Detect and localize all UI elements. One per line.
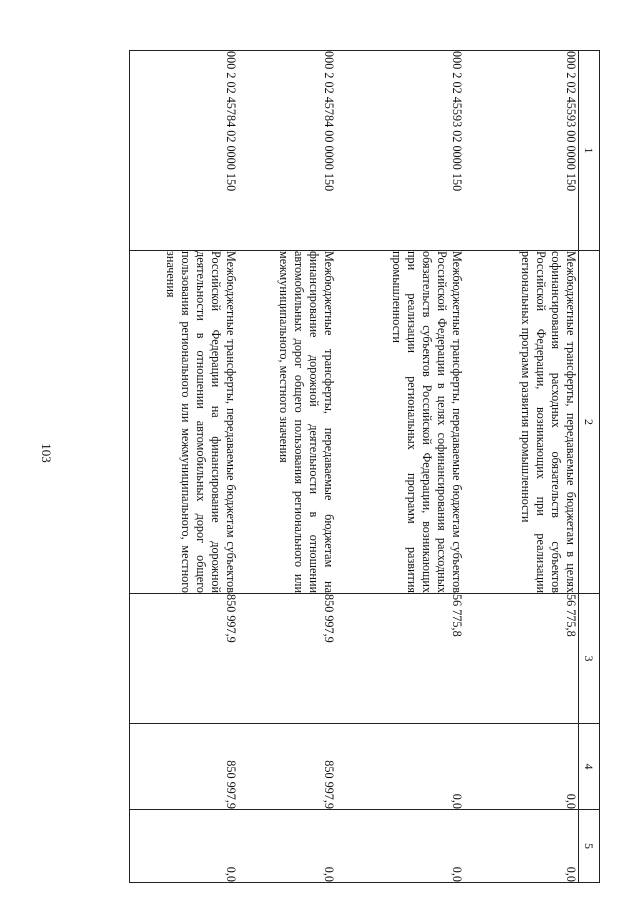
budget-table xyxy=(129,50,600,883)
value-col3-cell: 850 997,9 xyxy=(238,594,336,724)
budget-code-cell: 000 2 02 45593 02 0000 150 xyxy=(336,51,464,251)
column-header-2: 2 xyxy=(579,251,600,594)
budget-code-cell: 000 2 02 45784 02 0000 150 xyxy=(130,51,239,251)
rotated-table-container xyxy=(64,50,600,882)
value-col5-cell: 0,0 xyxy=(130,810,239,883)
column-header-1: 1 xyxy=(579,51,600,251)
value-col5-cell: 0,0 xyxy=(336,810,464,883)
budget-code-cell: 000 2 02 45784 00 0000 150 xyxy=(238,51,336,251)
value-col3-cell: 56 775,8 xyxy=(336,594,464,724)
value-col3-cell: 850 997,9 xyxy=(130,594,239,724)
table-row xyxy=(130,51,239,883)
description-cell: Межбюджетные трансферты, передаваемые бюджетам субъектов Российской Федерации в целях софинансирования расходных обязательств субъектов Российской Федерации, возникающих при реализации региональных программ развития промышленности xyxy=(336,251,464,594)
table-row xyxy=(238,51,336,883)
budget-code-cell: 000 2 02 45593 00 0000 150 xyxy=(464,51,579,251)
description-cell: Межбюджетные трансферты, передаваемые бюджетам субъектов Российской Федерации на финансирование дорожной деятельности в отношении автомобильных дорог общего пользования регионального или межмуниципального, местного значения xyxy=(130,251,239,594)
column-header-5: 5 xyxy=(579,810,600,883)
value-col4-cell: 850 997,9 xyxy=(238,724,336,810)
value-col4-cell: 850 997,9 xyxy=(130,724,239,810)
value-col5-cell: 0,0 xyxy=(464,810,579,883)
table-row xyxy=(464,51,579,883)
description-cell: Межбюджетные трансферты, передаваемые бюджетам в целях софинансирования расходных обязательств субъектов Российской Федерации, возникающих при реализации региональных программ развития промышленности xyxy=(464,251,579,594)
value-col3-cell: 56 775,8 xyxy=(464,594,579,724)
value-col5-cell: 0,0 xyxy=(238,810,336,883)
column-header-3: 3 xyxy=(579,594,600,724)
table-row xyxy=(336,51,464,883)
table-header-row xyxy=(579,51,600,883)
value-col4-cell: 0,0 xyxy=(464,724,579,810)
page-number: 103 xyxy=(39,443,54,463)
column-header-4: 4 xyxy=(579,724,600,810)
description-cell: Межбюджетные трансферты, передаваемые бюджетам на финансирование дорожной деятельности в отношении автомобильных дорог общего пользования регионального или межмуниципального, местного значения xyxy=(238,251,336,594)
value-col4-cell: 0,0 xyxy=(336,724,464,810)
